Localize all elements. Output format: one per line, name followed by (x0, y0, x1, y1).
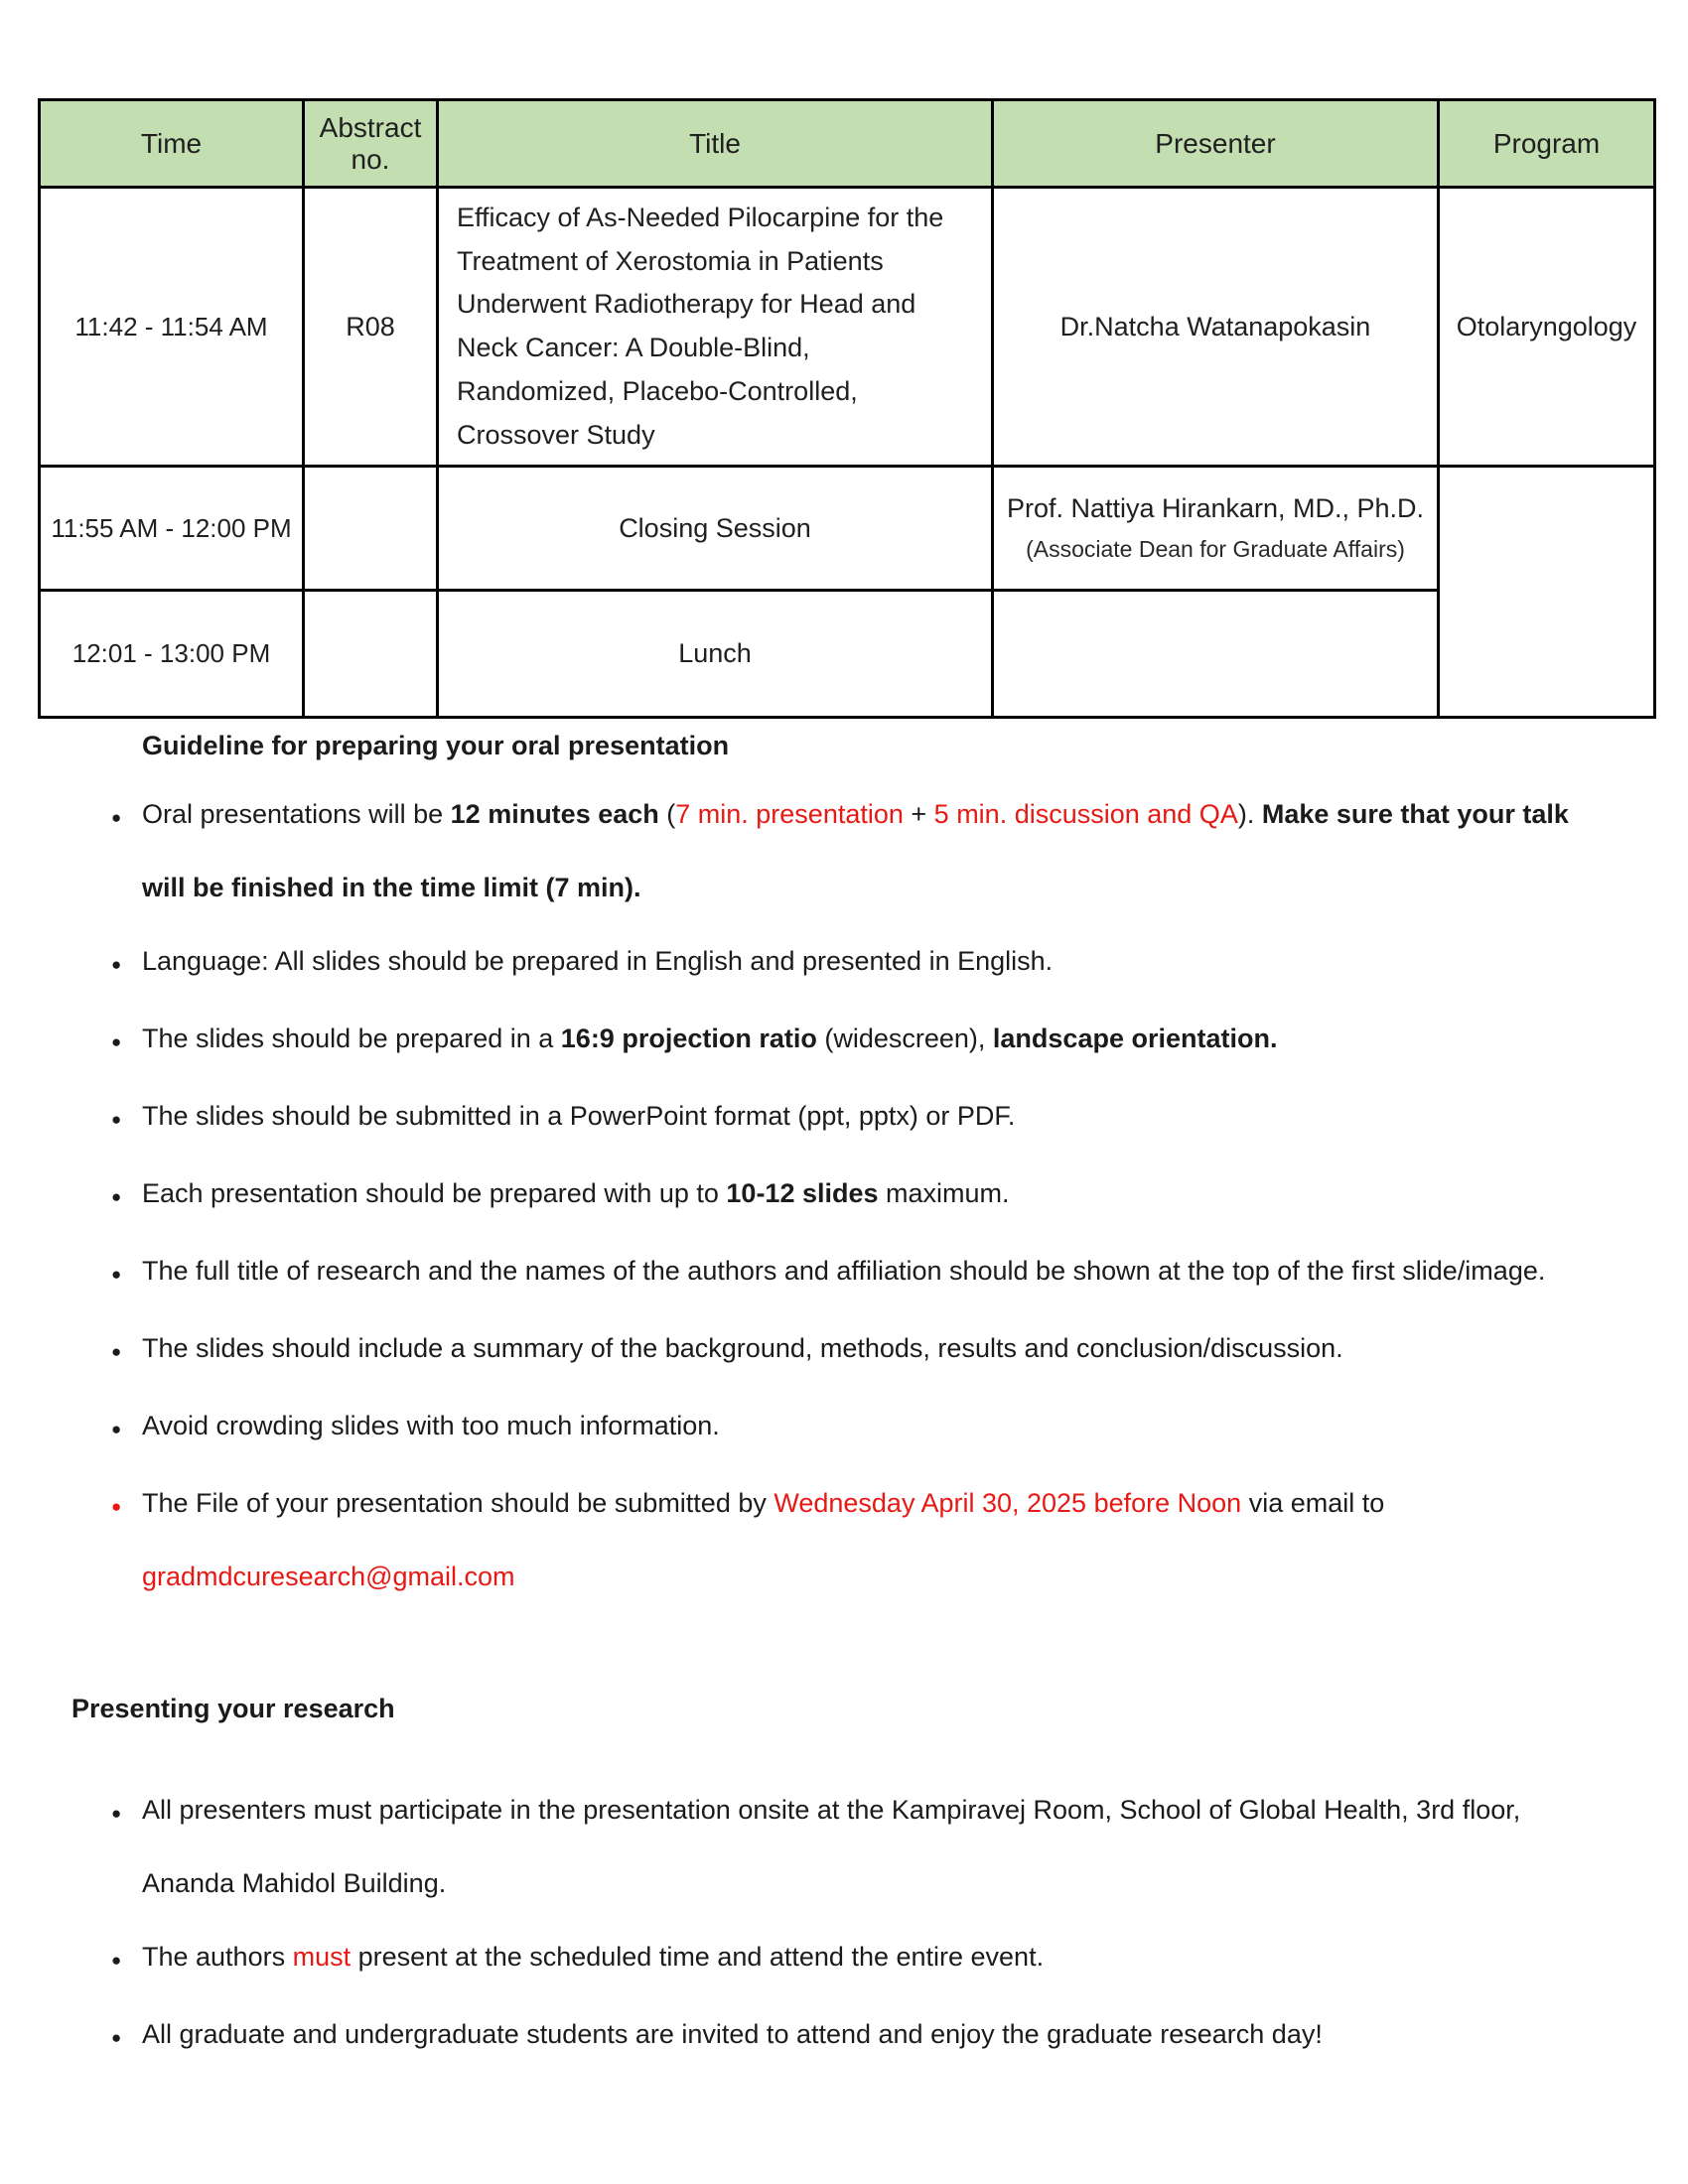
text-segment: via email to (1241, 1488, 1385, 1518)
column-header-title: Title (438, 100, 993, 188)
bullet-icon (111, 1002, 142, 1079)
email-address: gradmdcuresearch@gmail.com (142, 1562, 515, 1591)
bullet-text (142, 1311, 1586, 1385)
text-segment: landscape orientation. (992, 1024, 1278, 1053)
abstract-no (304, 467, 438, 591)
bullet-text (142, 1773, 1596, 1920)
session-time: 12:01 - 13:00 PM (40, 591, 304, 718)
text-segment: Language: All slides should be prepared in English and presented in English. (142, 946, 1054, 976)
bullet-item (111, 777, 1586, 924)
text-segment: All graduate and undergraduate students are invited to attend and enjoy the graduate research day! (142, 2019, 1323, 2049)
bullet-text (142, 1466, 1586, 1613)
text-segment: All presenters must participate in the presentation onsite at the Kampiravej Room, School of Global Health, 3rd floor, Ananda Mahidol Building. (142, 1795, 1521, 1898)
bullet-item (111, 1389, 1586, 1466)
deadline-text: Wednesday April 30, 2025 before Noon (774, 1488, 1242, 1518)
column-header-time: Time (40, 100, 304, 188)
bullet-text (142, 924, 1586, 998)
bullet-item (111, 1157, 1586, 1234)
presenter-main: Prof. Nattiya Hirankarn, MD., Ph.D. (1006, 493, 1425, 524)
text-segment: ( (658, 799, 676, 829)
presenting-section-heading: Presenting your research (71, 1694, 395, 1723)
text-segment: 10-12 slides (726, 1178, 879, 1208)
bullet-item (111, 924, 1586, 1002)
table-row (40, 188, 1655, 467)
bullet-item (111, 1079, 1586, 1157)
table-row (40, 467, 1655, 591)
text-segment: The slides should be prepared in a (142, 1024, 561, 1053)
bullet-icon (111, 1157, 142, 1234)
bullet-text (142, 1389, 1586, 1462)
bullet-text (142, 1234, 1586, 1307)
bullet-icon (111, 924, 142, 1002)
bullet-text (142, 1157, 1586, 1230)
session-title: Closing Session (438, 467, 993, 591)
bullet-icon (111, 1311, 142, 1389)
schedule-table (38, 98, 1656, 719)
text-segment: 7 min. presentation (675, 799, 904, 829)
session-title: Efficacy of As-Needed Pilocarpine for the Treatment of Xerostomia in Patients Underwent Radiotherapy for Head and Neck Cancer: A Double-Blind, Randomized, Placebo-Controlled, Crossover Study (438, 188, 993, 467)
session-time: 11:42 - 11:54 AM (40, 188, 304, 467)
text-segment: The full title of research and the names of the authors and affiliation should be shown at the top of the first slide/image. (142, 1256, 1546, 1286)
bullet-icon (111, 1997, 142, 2075)
text-segment: maximum. (878, 1178, 1010, 1208)
text-segment: 16:9 projection ratio (560, 1024, 817, 1053)
bullet-text (142, 1079, 1586, 1153)
text-segment: (widescreen), (816, 1024, 993, 1053)
bullet-icon (111, 777, 142, 855)
bullet-item (111, 1920, 1596, 1997)
presenting-bullet-list (111, 1773, 1596, 2075)
table-header-row (40, 100, 1655, 188)
column-header-abstract-no: Abstract no. (304, 100, 438, 188)
text-segment: Oral presentations will be (142, 799, 451, 829)
bullet-icon (111, 1920, 142, 1997)
text-segment: Avoid crowding slides with too much information. (142, 1411, 720, 1440)
table-row (40, 591, 1655, 718)
bullet-text (142, 777, 1586, 924)
presenter-name (993, 591, 1439, 718)
text-segment: Each presentation should be prepared with up to (142, 1178, 727, 1208)
bullet-icon (111, 1773, 142, 1850)
bullet-item (111, 1466, 1586, 1613)
bullet-item (111, 1311, 1586, 1389)
text-segment: present at the scheduled time and attend the entire event. (351, 1942, 1045, 1972)
session-time: 11:55 AM - 12:00 PM (40, 467, 304, 591)
bullet-icon (111, 1079, 142, 1157)
bullet-text (142, 1002, 1586, 1075)
text-segment: The authors (142, 1942, 293, 1972)
emphasis-text: must (292, 1942, 352, 1972)
text-segment: 5 min. discussion and QA (933, 799, 1238, 829)
text-segment: 12 minutes each (450, 799, 659, 829)
presenter-name: Dr.Natcha Watanapokasin (993, 188, 1439, 467)
bullet-icon (111, 1466, 142, 1544)
bullet-text (142, 1920, 1596, 1993)
presenter-role: (Associate Dean for Graduate Affairs) (1026, 536, 1405, 563)
bullet-item (111, 1234, 1586, 1311)
program-name: Otolaryngology (1439, 188, 1655, 467)
guideline-section-heading: Guideline for preparing your oral presentation (142, 731, 730, 760)
column-header-program: Program (1439, 100, 1655, 188)
bullet-item (111, 1002, 1586, 1079)
abstract-no: R08 (304, 188, 438, 467)
text-segment: The File of your presentation should be submitted by (142, 1488, 774, 1518)
text-segment: + (903, 799, 934, 829)
session-title: Lunch (438, 591, 993, 718)
text-segment: ). (1237, 799, 1262, 829)
text-segment: The slides should include a summary of the background, methods, results and conclusion/discussion. (142, 1333, 1343, 1363)
bullet-text (142, 1997, 1596, 2071)
bullet-icon (111, 1389, 142, 1466)
abstract-no (304, 591, 438, 718)
bullet-icon (111, 1234, 142, 1311)
text-segment: The slides should be submitted in a PowerPoint format (ppt, pptx) or PDF. (142, 1101, 1016, 1131)
text-segment: Make sure that your talk will be finished in the time limit (7 min). (142, 799, 1569, 902)
presenter-name (993, 467, 1439, 591)
column-header-presenter: Presenter (993, 100, 1439, 188)
bullet-item (111, 1773, 1596, 1920)
program-name (1439, 467, 1655, 718)
guideline-bullet-list (111, 777, 1586, 1613)
bullet-item (111, 1997, 1596, 2075)
